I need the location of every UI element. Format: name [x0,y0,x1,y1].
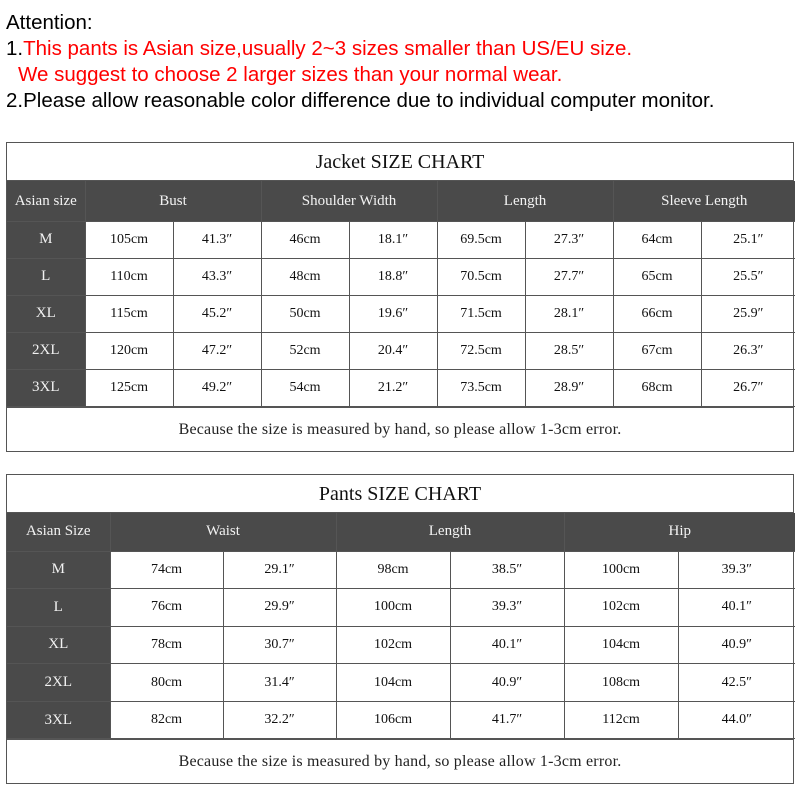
pants-header-hip: Hip [564,513,795,551]
table-cell: 68cm [613,369,701,406]
table-row [7,626,795,664]
note-line-2: 2.Please allow reasonable color difference due to individual computer monitor. [6,89,715,112]
table-row [7,551,795,589]
table-cell: 70.5cm [437,258,525,295]
table-cell: 49.2″ [173,369,261,406]
table-row [7,664,795,702]
note-line-1b: We suggest to choose 2 larger sizes than your normal wear. [18,63,563,86]
table-cell: 112cm [564,701,678,739]
jacket-header-shoulder-width: Shoulder Width [261,181,437,221]
table-cell: 40.9″ [678,626,795,664]
table-cell: 32.2″ [223,701,336,739]
size-label: L [7,589,110,627]
table-cell: 41.7″ [450,701,564,739]
table-cell: 46cm [261,221,349,258]
size-label: 3XL [7,701,110,739]
table-row [7,258,795,295]
size-label: L [7,258,85,295]
table-row [7,332,795,369]
table-cell: 50cm [261,295,349,332]
note-line-1 [6,36,796,62]
table-cell: 115cm [85,295,173,332]
table-cell: 28.5″ [525,332,613,369]
table-cell: 110cm [85,258,173,295]
attention-heading: Attention: [6,11,93,34]
table-cell: 26.3″ [701,332,795,369]
table-cell: 102cm [336,626,450,664]
table-cell: 43.3″ [173,258,261,295]
pants-chart-title: Pants SIZE CHART [7,475,793,513]
table-cell: 25.1″ [701,221,795,258]
table-cell: 106cm [336,701,450,739]
table-cell: 98cm [336,551,450,589]
table-cell: 102cm [564,589,678,627]
table-cell: 21.2″ [349,369,437,406]
table-row [7,221,795,258]
table-cell: 40.1″ [678,589,795,627]
note-line-1-text: This pants is Asian size,usually 2~3 sizes smaller than US/EU size. [23,37,633,60]
table-cell: 76cm [110,589,223,627]
jacket-header-row [7,181,795,221]
table-cell: 40.1″ [450,626,564,664]
table-cell: 71.5cm [437,295,525,332]
table-cell: 48cm [261,258,349,295]
table-cell: 100cm [564,551,678,589]
size-label: M [7,551,110,589]
table-cell: 44.0″ [678,701,795,739]
table-cell: 108cm [564,664,678,702]
table-cell: 27.3″ [525,221,613,258]
table-row [7,589,795,627]
jacket-header-asian-size: Asian size [7,181,85,221]
pants-header-length: Length [336,513,564,551]
table-row [7,369,795,406]
table-cell: 28.9″ [525,369,613,406]
table-cell: 18.8″ [349,258,437,295]
pants-footnote: Because the size is measured by hand, so please allow 1-3cm error. [7,739,793,783]
jacket-chart-title: Jacket SIZE CHART [7,143,793,181]
table-cell: 64cm [613,221,701,258]
table-cell: 30.7″ [223,626,336,664]
table-cell: 73.5cm [437,369,525,406]
jacket-size-table [7,181,795,407]
table-cell: 72.5cm [437,332,525,369]
table-cell: 29.1″ [223,551,336,589]
table-cell: 47.2″ [173,332,261,369]
pants-size-table [7,513,795,739]
table-cell: 28.1″ [525,295,613,332]
table-cell: 19.6″ [349,295,437,332]
table-row [7,701,795,739]
note-line-1-number: 1. [6,37,24,60]
jacket-size-chart [6,142,794,452]
pants-header-asian-size: Asian Size [7,513,110,551]
table-cell: 82cm [110,701,223,739]
table-cell: 31.4″ [223,664,336,702]
table-cell: 40.9″ [450,664,564,702]
table-cell: 27.7″ [525,258,613,295]
table-cell: 74cm [110,551,223,589]
pants-header-row [7,513,795,551]
size-label: M [7,221,85,258]
pants-header-waist: Waist [110,513,336,551]
size-label: XL [7,295,85,332]
table-cell: 67cm [613,332,701,369]
table-cell: 25.5″ [701,258,795,295]
size-label: 2XL [7,664,110,702]
jacket-header-bust: Bust [85,181,261,221]
table-row [7,295,795,332]
jacket-header-length: Length [437,181,613,221]
table-cell: 18.1″ [349,221,437,258]
attention-notes [6,10,796,114]
table-cell: 105cm [85,221,173,258]
table-cell: 120cm [85,332,173,369]
size-label: XL [7,626,110,664]
pants-size-chart [6,474,794,784]
table-cell: 52cm [261,332,349,369]
table-cell: 41.3″ [173,221,261,258]
table-cell: 25.9″ [701,295,795,332]
table-cell: 80cm [110,664,223,702]
jacket-header-sleeve-length: Sleeve Length [613,181,795,221]
size-label: 2XL [7,332,85,369]
table-cell: 100cm [336,589,450,627]
table-cell: 65cm [613,258,701,295]
table-cell: 38.5″ [450,551,564,589]
table-cell: 104cm [564,626,678,664]
table-cell: 42.5″ [678,664,795,702]
table-cell: 29.9″ [223,589,336,627]
table-cell: 66cm [613,295,701,332]
table-cell: 69.5cm [437,221,525,258]
table-cell: 125cm [85,369,173,406]
table-cell: 20.4″ [349,332,437,369]
table-cell: 104cm [336,664,450,702]
table-cell: 54cm [261,369,349,406]
jacket-footnote: Because the size is measured by hand, so please allow 1-3cm error. [7,407,793,451]
table-cell: 39.3″ [450,589,564,627]
size-label: 3XL [7,369,85,406]
table-cell: 39.3″ [678,551,795,589]
table-cell: 26.7″ [701,369,795,406]
table-cell: 45.2″ [173,295,261,332]
table-cell: 78cm [110,626,223,664]
